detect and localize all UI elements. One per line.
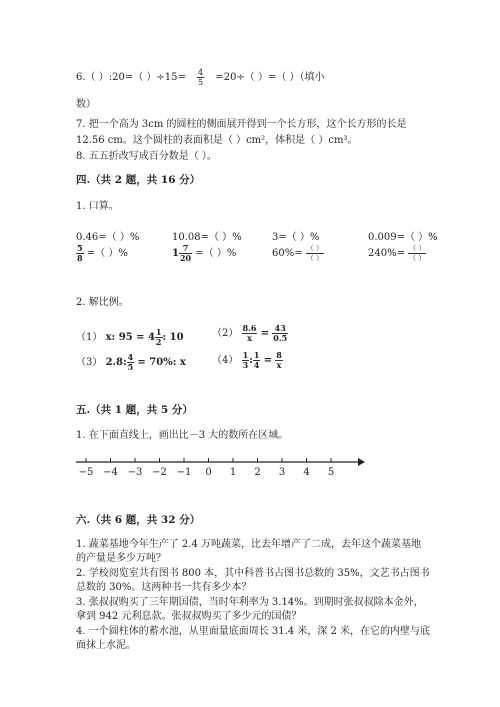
section6-line-7: 4. 一个圆柱体的蓄水池，从里面量底面周长 31.4 米，深 2 米，在它的内壁与底 <box>76 626 431 637</box>
frac-num: 7 <box>179 244 192 254</box>
oral-calc-r1-c1: 0.46=（ ）% <box>76 232 140 243</box>
mixed-whole: 1 <box>172 248 179 259</box>
frac-43-0.5 <box>272 324 288 343</box>
number-line-tick-label: 3 <box>278 467 286 478</box>
number-line-tick-label: −3 <box>127 467 143 478</box>
oral-calc-r2-c1-suffix: =（ ）% <box>86 248 128 259</box>
frac-1-3 <box>242 351 250 370</box>
frac-den: 5 <box>127 362 134 372</box>
frac-den: （ ） <box>306 254 324 262</box>
section6-heading: 六.（共 6 题，共 32 分） <box>76 514 201 526</box>
frac-num: 1 <box>155 327 162 337</box>
frac-num: 1 <box>242 350 249 360</box>
proportion-2-prefix: （2） <box>212 328 239 339</box>
q6-part1: 6.（ ）:20=（ ）÷15= <box>76 72 186 83</box>
section5-q1: 1. 在下面直线上，画出比－3 大的数所在区域。 <box>76 430 289 441</box>
proportion-3-prefix: （3） <box>76 357 103 368</box>
proportion-4 <box>212 351 283 370</box>
frac-den: 0.5 <box>273 333 288 343</box>
section4-heading: 四.（共 2 题，共 16 分） <box>76 174 201 186</box>
oral-calc-r1-c3: 3=（ ）% <box>272 232 320 243</box>
oral-calc-r2-c2-suffix: =（ ）% <box>195 248 237 259</box>
section5-heading: 五.（共 1 题，共 5 分） <box>76 404 193 416</box>
number-line-axis <box>76 455 366 469</box>
oral-calc-r1-c4: 0.009=（ ）% <box>368 232 438 243</box>
number-line-tick-label: 5 <box>327 467 335 478</box>
colon: : <box>249 355 253 366</box>
frac-num: （ ） <box>306 244 324 252</box>
oral-calc-r2-c4-prefix: 240%= <box>368 248 405 259</box>
oral-calc-r2-c2 <box>172 244 236 263</box>
frac-num: 4 <box>127 352 134 362</box>
q7-line1: 7. 把一个高为 3cm 的圆柱的侧面展开得到一个长方形，这个长方形的长是 <box>76 119 407 130</box>
q6-frac-num: 4 <box>198 68 204 77</box>
frac-num: 8.6 <box>242 323 257 333</box>
section6-line-8: 面抹上水泥。 <box>76 640 136 651</box>
proportion-1 <box>76 328 184 347</box>
oral-calc-r2-c3-prefix: 60%= <box>272 248 303 259</box>
section6-line-6: 拿到 942 元利息款。张叔叔购买了多少元的国债？ <box>76 611 302 622</box>
frac-den: x <box>247 333 252 343</box>
frac-den: 4 <box>253 360 260 370</box>
section6-line-1: 1. 蔬菜基地今年生产了 2.4 万吨蔬菜，比去年增产了二成，去年这个蔬菜基地 <box>76 539 421 550</box>
frac-5-8 <box>76 244 84 263</box>
oral-calc-r2-c1 <box>76 244 128 263</box>
frac-den: x <box>276 360 282 370</box>
frac-7-20 <box>179 244 192 263</box>
number-line-tick-label: −4 <box>103 467 118 478</box>
q8-line: 8. 五五折改写成百分数是（ ）。 <box>76 151 217 162</box>
frac-num: 5 <box>77 243 83 253</box>
equals: = <box>263 355 272 366</box>
proportion-1-tail: : 10 <box>162 332 184 343</box>
q6-part2: =20÷（ ）=（ ）（填小 <box>215 72 325 83</box>
oral-calc-r1-c2: 10.08=（ ）% <box>172 232 242 243</box>
frac-num: 1 <box>253 350 260 360</box>
frac-8.6-x <box>242 324 258 343</box>
frac-8-x <box>275 351 283 370</box>
number-line-tick-label: 0 <box>205 467 212 478</box>
frac-blank <box>408 244 426 263</box>
number-line-tick-label: 4 <box>303 467 310 478</box>
frac-den: 8 <box>77 253 83 263</box>
number-line-tick-label: 1 <box>229 467 237 478</box>
frac-1-4 <box>253 351 261 370</box>
number-line-tick-label: −1 <box>176 467 192 478</box>
proportion-3 <box>76 353 186 372</box>
frac-blank <box>306 244 324 263</box>
section6-line-3: 2. 学校阅览室共有图书 800 本，其中科普书占图书总数的 35%，文艺书占图书 <box>76 568 430 579</box>
oral-calc-r2-c3 <box>272 244 324 263</box>
frac-den: 2 <box>155 337 162 347</box>
q6-line <box>76 68 325 87</box>
proportion-2 <box>212 324 288 343</box>
frac-num: 8 <box>276 350 282 360</box>
number-line-tick-label: 2 <box>254 467 261 478</box>
number-line-tick-label: −2 <box>152 467 167 478</box>
q6-continuation: 数） <box>76 99 96 110</box>
number-line-tick-label: −5 <box>78 467 94 478</box>
equals: = <box>260 328 270 339</box>
section6-line-5: 3. 张叔叔购买了三年期国债，当时年利率为 3.14%。到期时张叔叔除本金外， <box>76 597 424 608</box>
frac-num: （ ） <box>409 244 426 252</box>
frac-1-2 <box>155 328 163 347</box>
proportion-4-prefix: （4） <box>212 355 239 366</box>
frac-den: 20 <box>179 253 192 263</box>
q6-frac-den: 5 <box>198 78 204 87</box>
proportion-3-expr: 2.8: <box>105 357 127 368</box>
number-line <box>76 455 366 485</box>
proportion-1-expr: x: 95 = 4 <box>105 332 155 343</box>
q6-fraction <box>197 68 204 87</box>
section6-line-2: 的产量是多少万吨？ <box>76 553 166 564</box>
frac-num: 43 <box>272 324 288 334</box>
frac-den: 3 <box>242 360 249 370</box>
proportion-3-tail: = 70%: x <box>137 357 186 368</box>
section6-line-4: 总数的 30%。这两种书一共有多少本？ <box>76 582 252 593</box>
frac-den: （ ） <box>409 254 426 262</box>
oral-calc-label: 1. 口算。 <box>76 201 119 212</box>
q7-line2: 12.56 cm。这个圆柱的表面积是（ ）cm²，体积是（ ）cm³。 <box>76 135 358 146</box>
oral-calc-r2-c4 <box>368 244 426 263</box>
proportion-1-prefix: （1） <box>76 332 103 343</box>
solve-proportion-label: 2. 解比例。 <box>76 297 129 308</box>
frac-4-5 <box>127 353 135 372</box>
